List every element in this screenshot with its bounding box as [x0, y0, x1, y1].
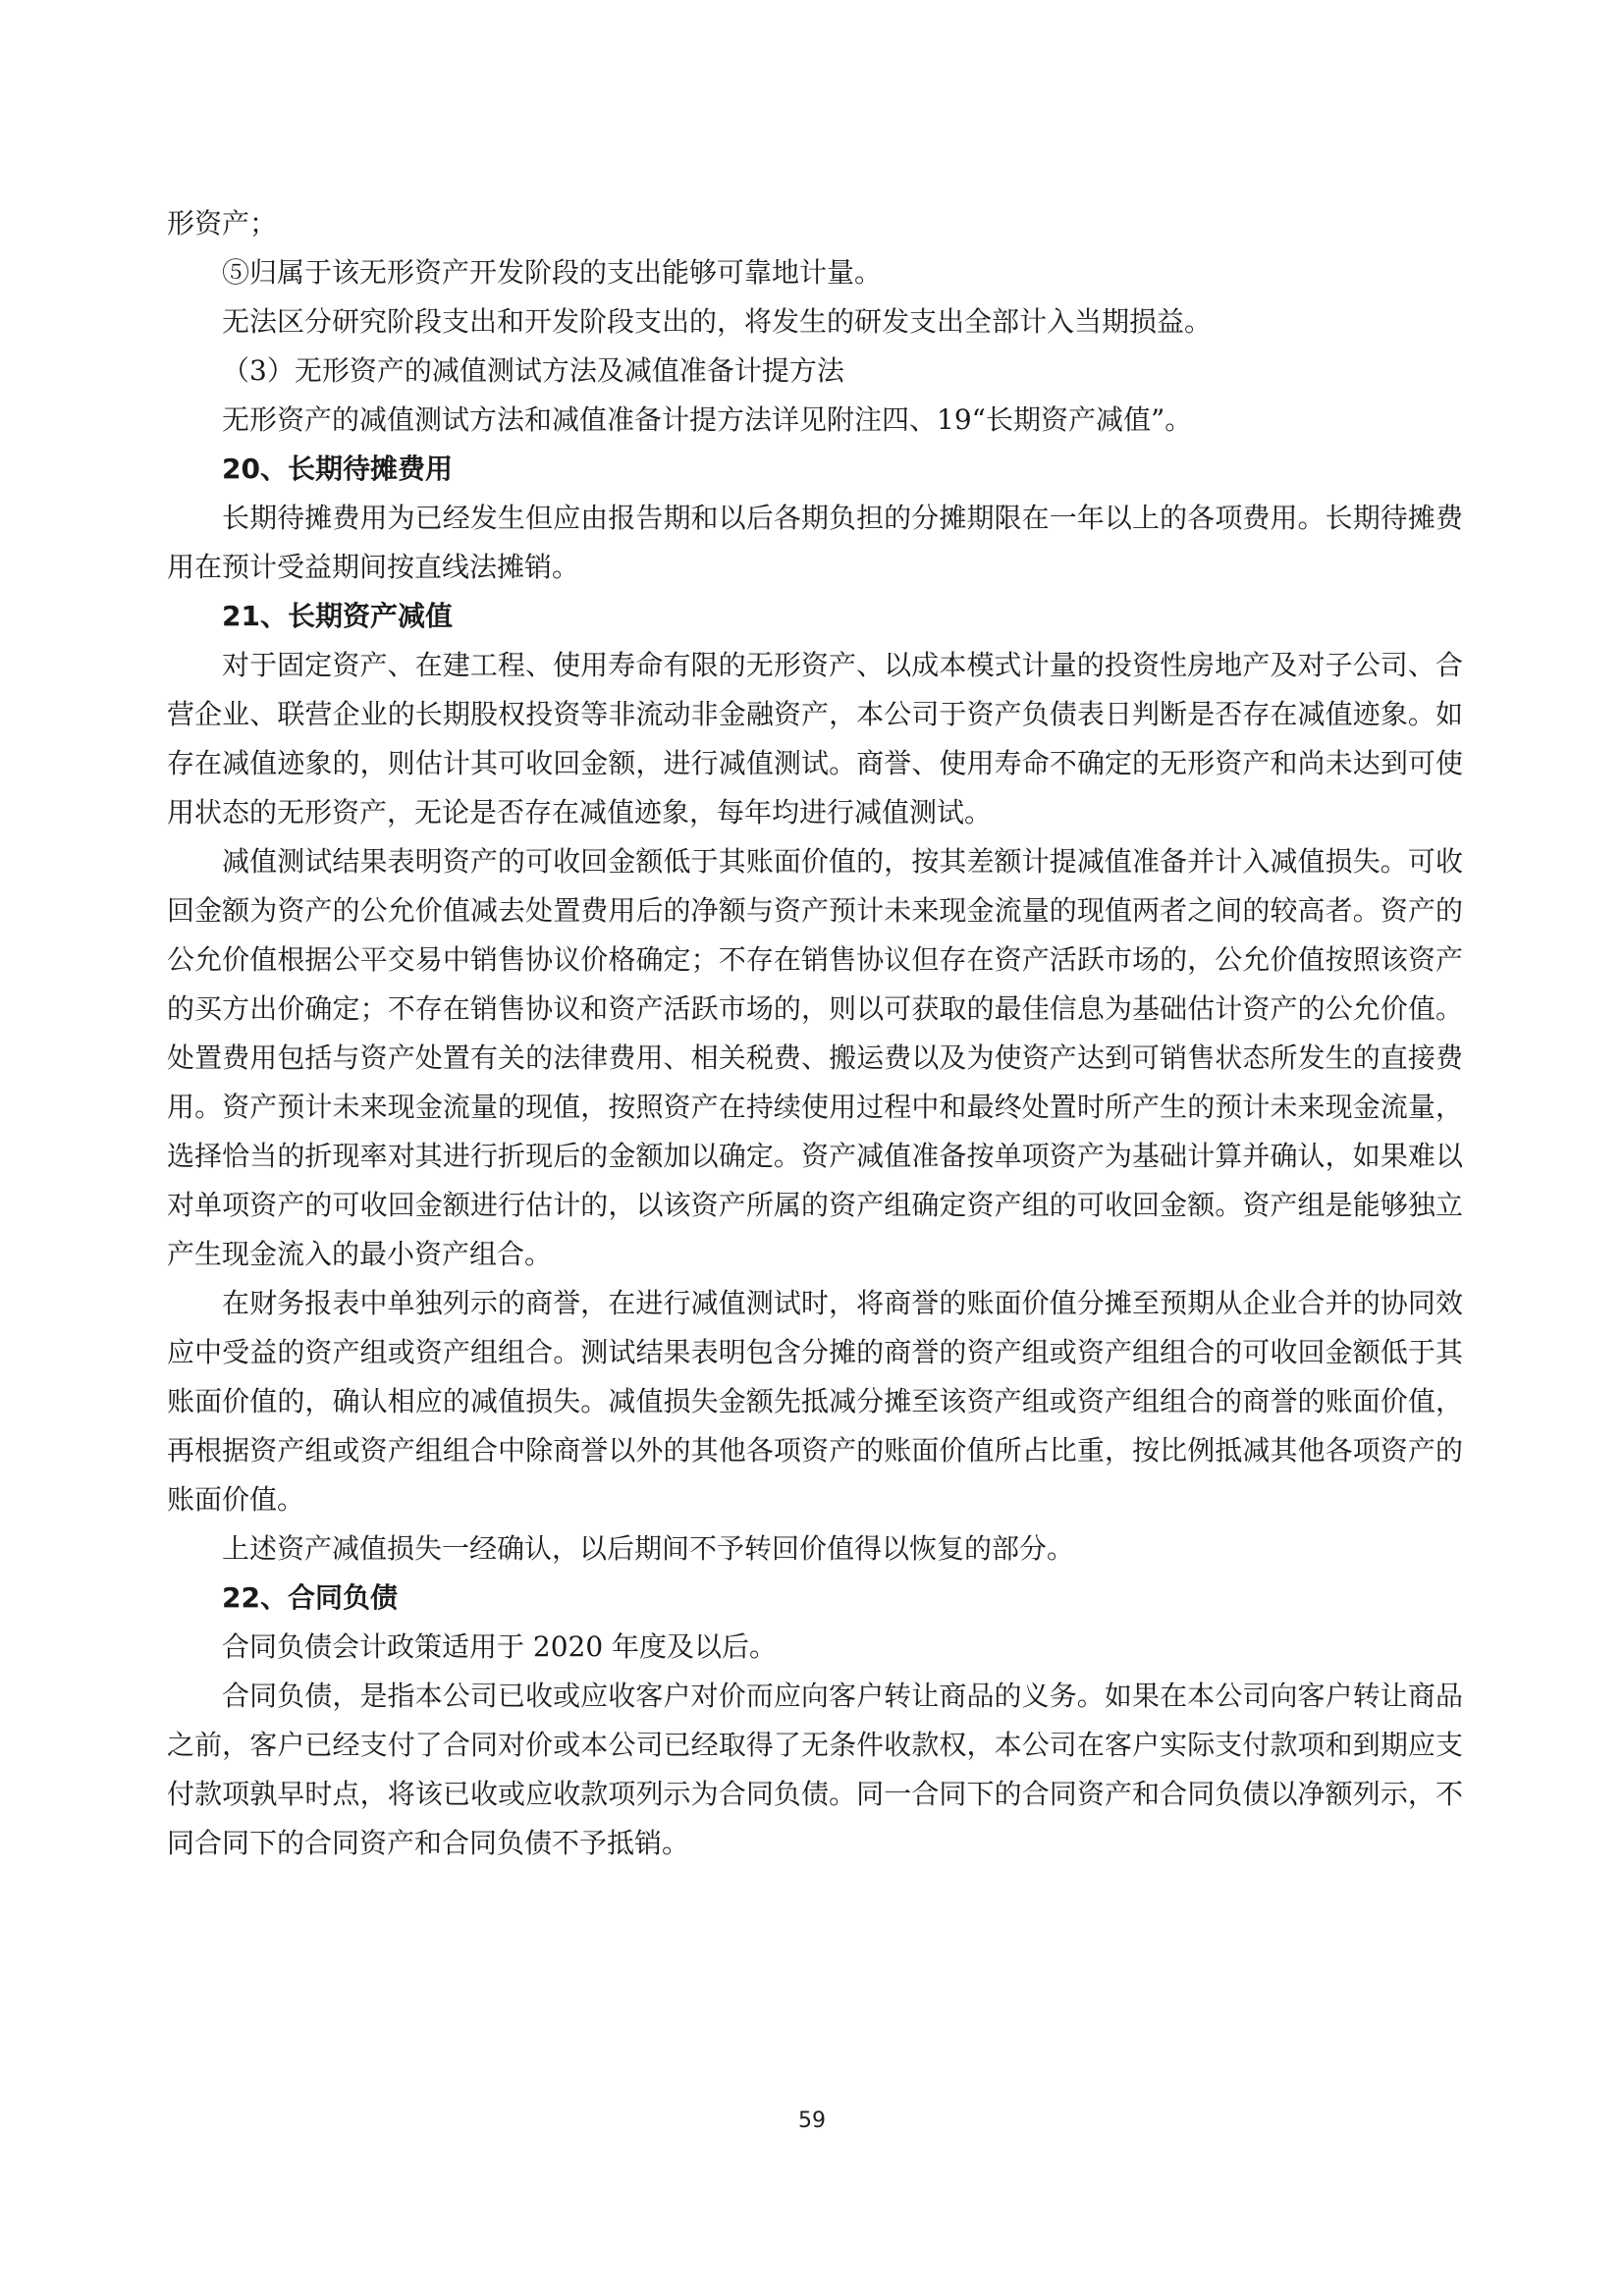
page-number: 59 [798, 2109, 826, 2133]
paragraph-item-5: ⑤归属于该无形资产开发阶段的支出能够可靠地计量。 [222, 256, 883, 289]
paragraph-goodwill: 在财务报表中单独列示的商誉，在进行减值测试时，将商誉的账面价值分摊至预期从企业合并的协同效应中受益的资产组或资产组组合。测试结果表明包含分摊的商誉的资产组或资产组组合的可收回金额低于其账面价值的，确认相应的减值损失。减值损失金额先抵减分摊至该资产组或资产组组合的商誉的账面价值，再根据资产组或资产组组合中除商誉以外的其他各项资产的账面价值所占比重，按比例抵减其他各项资产的账面价值。 [167, 1287, 1463, 1516]
section-heading-20: 20、长期待摊费用 [222, 453, 453, 485]
paragraph-continuation: 形资产； [167, 207, 278, 240]
paragraph-contract-liability-scope: 合同负债会计政策适用于 2020 年度及以后。 [222, 1630, 778, 1663]
paragraph-subheading-3: （3）无形资产的减值测试方法及减值准备计提方法 [222, 354, 844, 387]
paragraph-long-term-prepaid: 长期待摊费用为已经发生但应由报告期和以后各期负担的分摊期限在一年以上的各项费用。长期待摊费用在预计受益期间按直线法摊销。 [167, 502, 1463, 583]
paragraph-contract-liability-definition: 合同负债，是指本公司已收或应收客户对价而应向客户转让商品的义务。如果在本公司向客户转让商品之前，客户已经支付了合同对价或本公司已经取得了无条件收款权，本公司在客户实际支付款项和到期应支付款项孰早时点，将该已收或应收款项列示为合同负债。同一合同下的合同资产和合同负债以净额列示，不同合同下的合同资产和合同负债不予抵销。 [167, 1680, 1463, 1859]
paragraph-impairment-test: 减值测试结果表明资产的可收回金额低于其账面价值的，按其差额计提减值准备并计入减值损失。可收回金额为资产的公允价值减去处置费用后的净额与资产预计未来现金流量的现值两者之间的较高者。资产的公允价值根据公平交易中销售协议价格确定；不存在销售协议但存在资产活跃市场的，公允价值按照该资产的买方出价确定；不存在销售协议和资产活跃市场的，则以可获取的最佳信息为基础估计资产的公允价值。处置费用包括与资产处置有关的法律费用、相关税费、搬运费以及为使资产达到可销售状态所发生的直接费用。资产预计未来现金流量的现值，按照资产在持续使用过程中和最终处置时所产生的预计未来现金流量，选择恰当的折现率对其进行折现后的金额加以确定。资产减值准备按单项资产为基础计算并确认，如果难以对单项资产的可收回金额进行估计的，以该资产所属的资产组确定资产组的可收回金额。资产组是能够独立产生现金流入的最小资产组合。 [167, 845, 1463, 1270]
page-body [167, 199, 1463, 1868]
paragraph-impairment-reference: 无形资产的减值测试方法和减值准备计提方法详见附注四、19“长期资产减值”。 [222, 403, 1193, 436]
paragraph-no-reversal: 上述资产减值损失一经确认，以后期间不予转回价值得以恢复的部分。 [222, 1532, 1075, 1565]
paragraph-rd-expense: 无法区分研究阶段支出和开发阶段支出的，将发生的研发支出全部计入当期损益。 [222, 305, 1213, 338]
section-heading-22: 22、合同负债 [222, 1581, 398, 1614]
paragraph-impairment-scope: 对于固定资产、在建工程、使用寿命有限的无形资产、以成本模式计量的投资性房地产及对子公司、合营企业、联营企业的长期股权投资等非流动非金融资产，本公司于资产负债表日判断是否存在减值迹象。如存在减值迹象的，则估计其可收回金额，进行减值测试。商誉、使用寿命不确定的无形资产和尚未达到可使用状态的无形资产，无论是否存在减值迹象，每年均进行减值测试。 [167, 649, 1463, 828]
section-heading-21: 21、长期资产减值 [222, 600, 453, 632]
